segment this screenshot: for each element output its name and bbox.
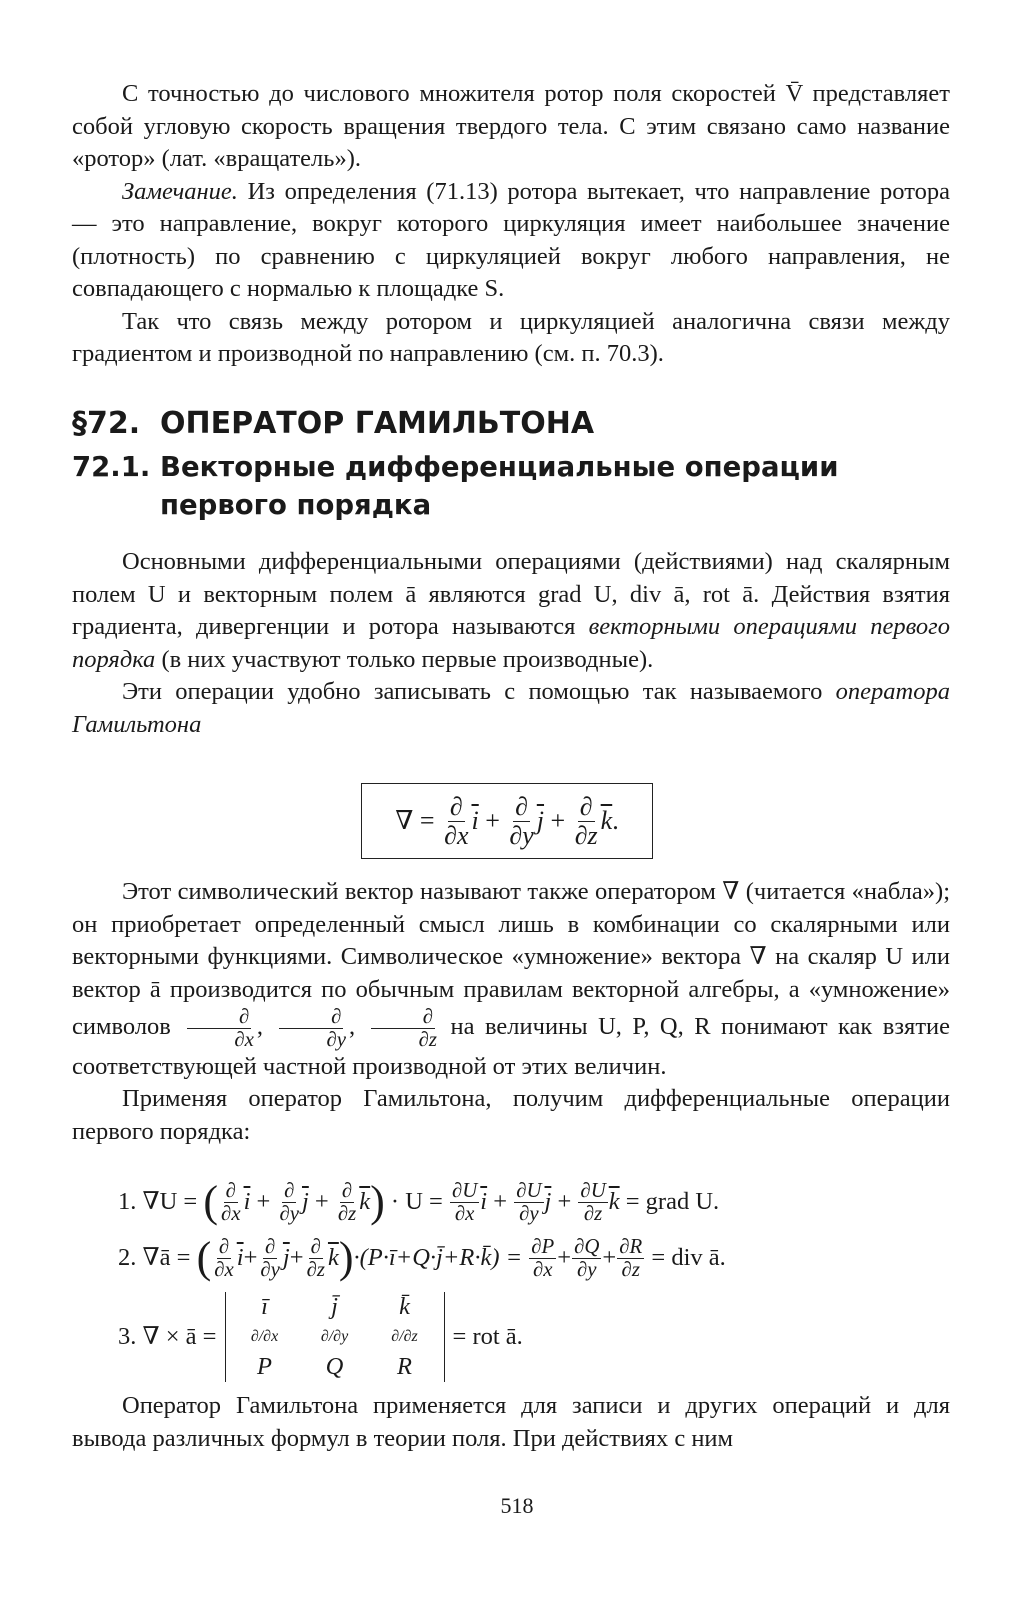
formula-1-label: 1. ∇U =	[118, 1188, 198, 1216]
section-heading	[72, 406, 594, 442]
unit-vector-i: $\overline{i}$	[471, 806, 479, 835]
final-paragraph: Оператор Гамильтона применяется для записи и других операций и для вывода различных формул в теории поля. При действиях с ним	[72, 1392, 950, 1452]
symbol-frac-y: $\frac{\partial}{\partial y}$	[275, 1006, 349, 1051]
formula-1-middle: · U =	[390, 1188, 443, 1216]
page-number: 518	[500, 1493, 534, 1518]
formula-3-result: = rot ā.	[452, 1323, 523, 1350]
symbolic-text-2: на величины U, P, Q, R понимают как взятие соответствующей частной производной от этих величин.	[72, 1012, 951, 1080]
nabla-frac-x: $\frac{\partial}{\partial x}$	[444, 792, 469, 850]
formula-curl	[118, 1292, 523, 1382]
formula-2-label: 2. ∇ā =	[118, 1244, 191, 1272]
operations-block	[72, 546, 950, 741]
formula-1-result: = grad U.	[625, 1188, 720, 1216]
section-title: ОПЕРАТОР ГАМИЛЬТОНА	[160, 406, 595, 441]
operations-text-end: (в них участвуют только первые производные).	[155, 645, 654, 673]
formula-2-result: = div ā.	[651, 1244, 726, 1272]
nabla-lhs: ∇ =	[395, 806, 435, 835]
final-block	[72, 1390, 950, 1455]
subsection-number: 72.1.	[72, 451, 151, 483]
nabla-frac-y: $\frac{\partial}{\partial y}$	[509, 792, 534, 850]
operations-paragraph	[72, 546, 950, 676]
hamilton-text-start: Эти операции удобно записывать с помощью так называемого	[122, 678, 836, 705]
intro-paragraph: С точностью до числового множителя ротор поля скоростей V̄ представляет собой угловую скорость вращения твердого тела. С этим связано само название «ротор» (лат. «вращатель»).	[72, 80, 950, 172]
remark-label: Замечание.	[122, 177, 238, 205]
formula-gradient: 1. ∇U = ( $\frac{\partial}{\partial x}$ $\overline{i}$ + $\frac{\partial}{\partial y}$ $\overline{j}$ + $\frac{\partial}{\partial z}$ $\overline{k}$ ) · U = $\frac{\partial U}{\partial x}$ $\overline{i}$ + $\frac{\partial U}{\partial y}$ $\overline{j}$ + $\frac{\partial U}{\partial z}$ $\overline{k}$ = grad U.	[118, 1177, 720, 1227]
hamilton-term: оператора Гамильтона	[72, 678, 950, 738]
symbolic-paragraph: Этот символический вектор называют также оператором ∇ (читается «набла»); он приобретает определенный смысл лишь в комбинации со скалярными или векторными функциями. Символическое «умножение» вектора ∇ на скаляр U или вектор ā производится по обычным правилам векторной алгебры, а «умножение» символов $\frac{\partial}{\partial x}$ , $\frac{\partial}{\partial y}$ , $\frac{\partial}{\partial z}$ на величины U, P, Q, R понимают как взятие соответствующей частной производной от этих величин.	[72, 878, 951, 1080]
hamilton-paragraph	[72, 676, 950, 741]
symbolic-block	[72, 876, 950, 1148]
subsection-title: Векторные дифференциальные операции первого порядка	[160, 451, 839, 521]
formula-2-middle: ·(P·ī+Q·j̄+R·k̄) =	[353, 1244, 523, 1272]
formula-3-label: 3. ∇ × ā =	[118, 1323, 217, 1350]
formula-divergence: 2. ∇ā = ( $\frac{\partial}{\partial x}$ $\overline{i}$ + $\frac{\partial}{\partial y}$ $\overline{j}$ + $\frac{\partial}{\partial z}$ $\overline{k}$ ) ·(P·ī+Q·j̄+R·k̄) = $\frac{\partial P}{\partial x}$ + $\frac{\partial Q}{\partial y}$ + $\frac{\partial R}{\partial z}$ = div ā.	[118, 1233, 726, 1283]
subsection-heading	[72, 448, 952, 524]
symbol-frac-z: $\frac{\partial}{\partial z}$	[367, 1006, 439, 1051]
curl-determinant: ī j̄ k̄ ∂/∂x ∂/∂y ∂/∂z P Q R	[225, 1292, 445, 1382]
remark-paragraph	[72, 176, 950, 306]
nabla-frac-z: $\frac{\partial}{\partial z}$	[574, 792, 598, 850]
unit-vector-k: $\overline{k}$	[600, 806, 613, 835]
operations-term: векторными операциями первого порядка	[72, 613, 950, 673]
section-number: §72.	[72, 406, 141, 441]
intro-block	[72, 78, 950, 371]
operations-text-start: Основными дифференциальными операциями (действиями) над скалярным полем U и векторным полем ā являются grad U, div ā, rot ā. Действия взятия градиента, дивергенции и ротора называются	[72, 548, 950, 640]
remark-text: Из определения (71.13) ротора вытекает, что направление ротора — это направление, вокруг которого циркуляция имеет наибольшее значение (плотность) по сравнению с циркуляцией вокруг любого направления, не совпадающего с нормалью к площадке S.	[72, 177, 950, 302]
unit-vector-j: $\overline{j}$	[536, 806, 545, 835]
apply-paragraph: Применяя оператор Гамильтона, получим дифференциальные операции первого порядка:	[72, 1085, 950, 1145]
symbol-frac-x: $\frac{\partial}{\partial x}$	[182, 1006, 256, 1051]
symbolic-text-1: Этот символический вектор называют также оператором ∇ (читается «набла»); он приобретает определенный смысл лишь в комбинации со скалярными или векторными функциями. Символическое «умножение» вектора ∇ на скаляр U или вектор ā производится по обычным правилам векторной алгебры, а «умножение» символов	[72, 878, 950, 1040]
relation-paragraph: Так что связь между ротором и циркуляцией аналогична связи между градиентом и производной по направлению (см. п. 70.3).	[72, 307, 950, 367]
nabla-definition-box: ∇ = $\frac{\partial}{\partial x}$ $\overline{i}$ + $\frac{\partial}{\partial y}$ $\overline{j}$ + $\frac{\partial}{\partial z}$ $\overline{k}$ .	[361, 783, 653, 859]
